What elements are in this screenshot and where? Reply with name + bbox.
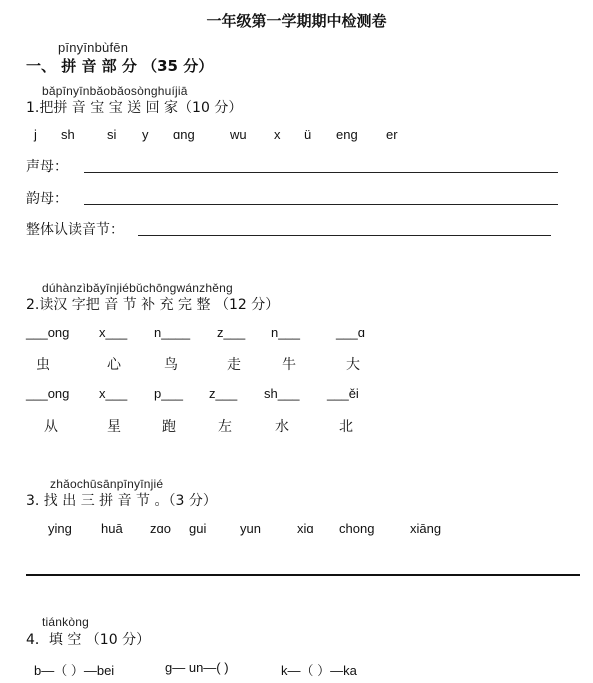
list-item: ___ong xyxy=(26,386,70,401)
list-item: ___ěi xyxy=(327,386,359,401)
list-item: ___ɑ xyxy=(336,325,365,340)
list-item: 从 xyxy=(44,419,58,435)
question4-pinyin: tiánkòng xyxy=(42,615,89,629)
list-item: xiɑ xyxy=(297,521,314,536)
blank-label-whole-syllables: 整体认读音节： xyxy=(26,222,124,238)
list-item: 牛 xyxy=(282,357,296,373)
question3-title: 3. 找 出 三 拼 音 节 。（3 分） xyxy=(26,493,217,509)
list-item: k—（ ）—ka xyxy=(281,663,357,678)
list-item: n___ xyxy=(271,325,300,340)
list-item: 虫 xyxy=(36,357,50,373)
list-item: z___ xyxy=(209,386,238,401)
list-item: 大 xyxy=(346,357,360,373)
list-item: sh___ xyxy=(264,386,300,401)
list-item: 走 xyxy=(227,357,241,373)
list-item: huā xyxy=(101,521,123,536)
list-item: x___ xyxy=(99,325,128,340)
list-item: 心 xyxy=(107,357,121,373)
section-pinyin: pīnyīnbùfēn xyxy=(58,40,129,55)
question1-title: 1.把拼 音 宝 宝 送 回 家（10 分） xyxy=(26,100,243,116)
list-item: ɡ— un—( ) xyxy=(165,660,229,675)
list-item: zɑo xyxy=(150,521,171,536)
list-item: 水 xyxy=(275,419,289,435)
answer-line-finals[interactable] xyxy=(84,204,558,205)
list-item: er xyxy=(386,127,398,142)
question1-pinyin: bǎpīnyīnbǎobǎosònghuíjiā xyxy=(42,84,188,98)
list-item: y xyxy=(142,127,149,142)
list-item: 北 xyxy=(339,419,353,435)
list-item: 左 xyxy=(218,419,232,435)
list-item: x___ xyxy=(99,386,128,401)
list-item: n____ xyxy=(154,325,191,340)
blank-label-initials: 声母： xyxy=(26,159,68,175)
list-item: chong xyxy=(339,521,375,536)
blank-label-finals: 韵母： xyxy=(26,191,68,207)
list-item: b—（ ）—bei xyxy=(34,663,115,678)
list-item: wu xyxy=(230,127,247,142)
list-item: ɑng xyxy=(173,127,195,142)
list-item: xiānɡ xyxy=(410,521,442,536)
list-item: 跑 xyxy=(162,419,176,435)
list-item: 星 xyxy=(107,419,121,435)
answer-line-initials[interactable] xyxy=(84,172,558,173)
question2-title: 2.读汉 字把 音 节 补 充 完 整 （12 分） xyxy=(26,297,280,313)
list-item: ɡui xyxy=(189,521,207,536)
list-item: si xyxy=(107,127,117,142)
list-item: ü xyxy=(304,127,312,142)
page-title: 一年级第一学期期中检测卷 xyxy=(206,12,387,30)
question3-pinyin: zhǎochūsānpīnyīnjié xyxy=(50,477,164,491)
list-item: ___ong xyxy=(26,325,70,340)
list-item: sh xyxy=(61,127,75,142)
list-item: z___ xyxy=(217,325,246,340)
list-item: x xyxy=(274,127,281,142)
list-item: 鸟 xyxy=(164,357,178,373)
answer-line-whole-syllables[interactable] xyxy=(138,235,551,236)
list-item: ying xyxy=(48,521,72,536)
list-item: eng xyxy=(336,127,358,142)
list-item: p___ xyxy=(154,386,183,401)
question2-pinyin: dúhànzìbǎyīnjiébǔchōngwánzhěng xyxy=(42,281,233,295)
question4-title: 4．填 空 （10 分） xyxy=(26,632,151,648)
answer-line-q3[interactable] xyxy=(26,574,580,576)
list-item: yun xyxy=(240,521,261,536)
list-item: j xyxy=(34,127,37,142)
section-title: 一、 拼 音 部 分 （35 分） xyxy=(26,57,214,75)
